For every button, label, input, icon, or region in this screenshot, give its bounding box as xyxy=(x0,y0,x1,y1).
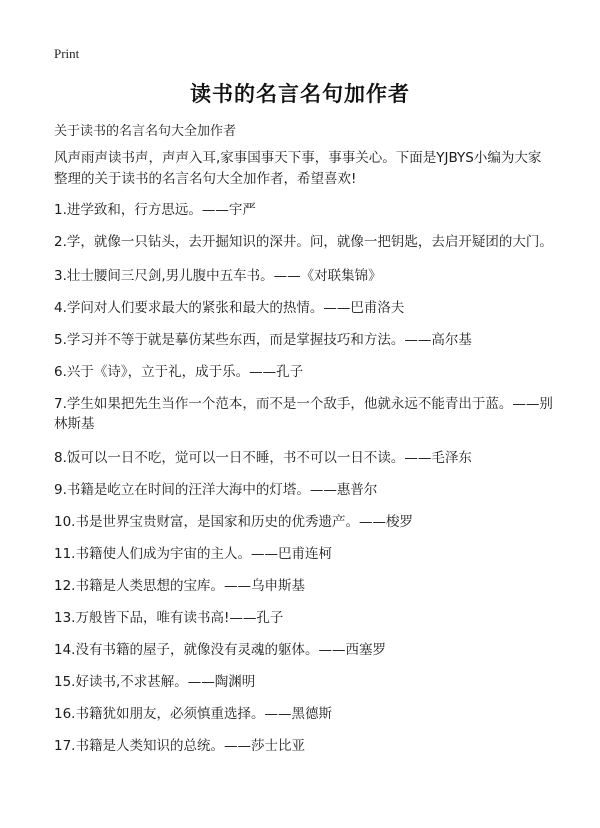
quote-item: 4.学问对人们要求最大的紧张和最大的热情。——巴甫洛夫 xyxy=(54,300,405,316)
quote-item: 11.书籍使人们成为宇宙的主人。——巴甫连柯 xyxy=(54,546,332,562)
quote-item: 3.壮士腰间三尺剑,男儿腹中五车书。——《对联集锦》 xyxy=(54,268,382,284)
print-link[interactable]: Print xyxy=(54,46,80,61)
quote-item: 2.学，就像一只钻头，去开掘知识的深井。问，就像一把钥匙，去启开疑团的大门。 xyxy=(54,234,553,250)
quote-item: 10.书是世界宝贵财富，是国家和历史的优秀遗产。——梭罗 xyxy=(54,514,413,530)
quote-item: 8.饭可以一日不吃，觉可以一日不睡，书不可以一日不读。——毛泽东 xyxy=(54,450,472,466)
quote-item: 12.书籍是人类思想的宝库。——乌申斯基 xyxy=(54,578,305,594)
article-subtitle: 关于读书的名言名句大全加作者 xyxy=(54,124,237,139)
quote-item: 15.好读书,不求甚解。——陶渊明 xyxy=(54,674,256,690)
quote-list xyxy=(54,200,554,756)
article-intro: 风声雨声读书声，声声入耳,家事国事天下事，事事关心。下面是YJBYS小编为大家整理的关于读书的名言名句大全加作者，希望喜欢! xyxy=(54,150,542,187)
quote-item: 14.没有书籍的屋子，就像没有灵魂的躯体。——西塞罗 xyxy=(54,642,386,658)
quote-item: 13.万般皆下品，唯有读书高!——孔子 xyxy=(54,610,284,626)
quote-item: 1.进学致和，行方思远。——宇严 xyxy=(54,202,256,218)
quote-item: 7.学生如果把先生当作一个范本，而不是一个敌手，他就永远不能青出于蓝。——别林斯基 xyxy=(54,396,553,432)
quote-item: 16.书籍犹如朋友，必须慎重选择。——黑德斯 xyxy=(54,706,332,722)
quote-item: 17.书籍是人类知识的总统。——莎士比亚 xyxy=(54,738,305,754)
quote-item: 6.兴于《诗》，立于礼，成于乐。——孔子 xyxy=(54,364,304,380)
quote-item: 5.学习并不等于就是摹仿某些东西，而是掌握技巧和方法。——高尔基 xyxy=(54,332,472,348)
quote-item: 9.书籍是屹立在时间的汪洋大海中的灯塔。——惠普尔 xyxy=(54,482,378,498)
page-title: 读书的名言名句加作者 xyxy=(190,82,410,106)
